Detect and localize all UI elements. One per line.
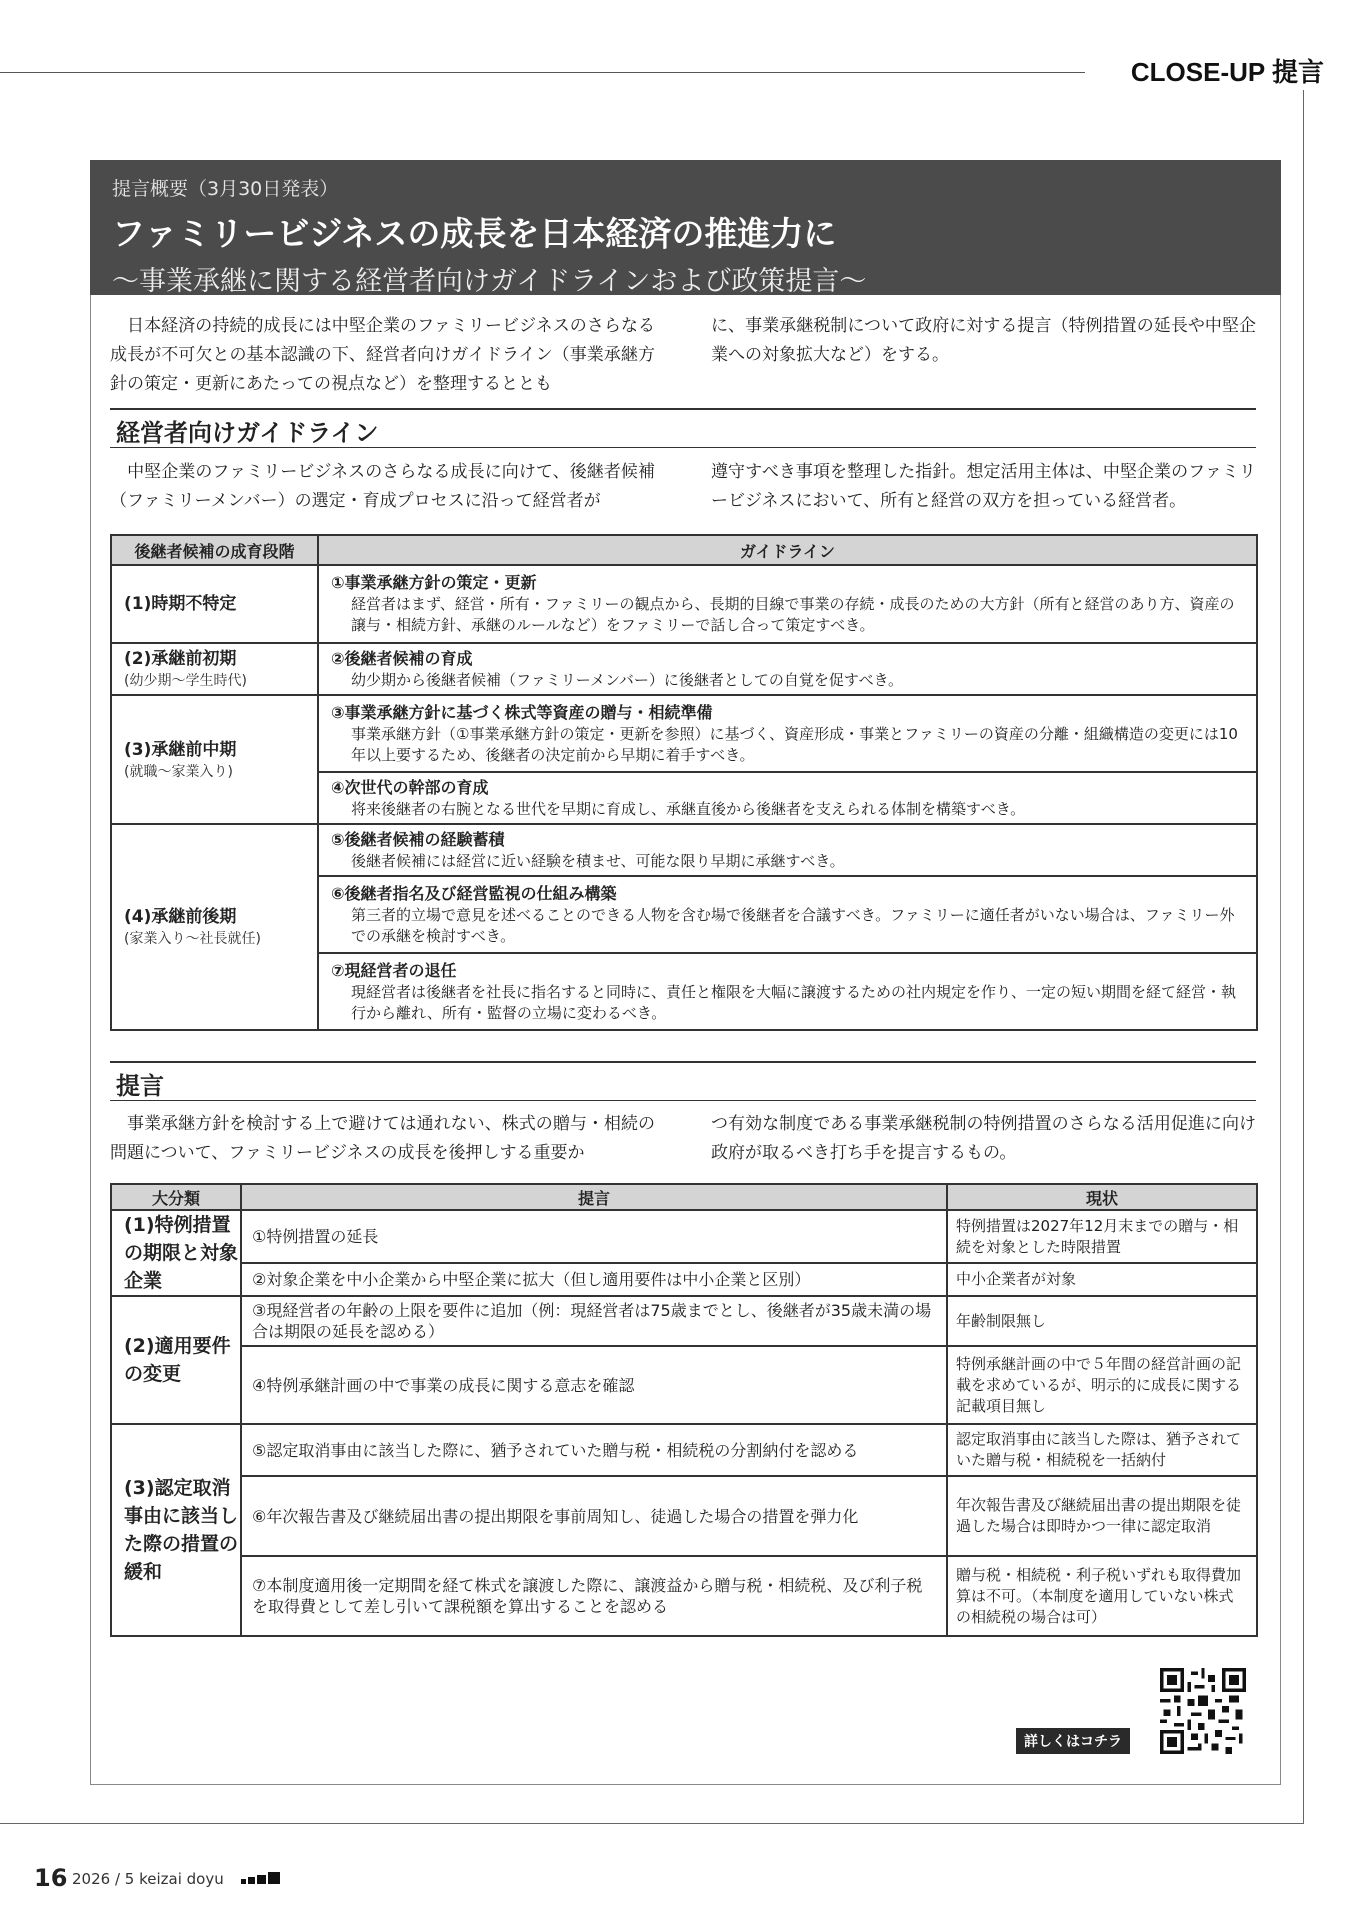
category-cell: (3)認定取消事由に該当した際の措置の緩和 [111, 1424, 241, 1636]
proposal-heading: 提言 [110, 1061, 1256, 1101]
qr-code[interactable] [1160, 1668, 1246, 1754]
section-label: CLOSE-UP 提言 [1130, 57, 1324, 87]
guideline-title: ⑦現経営者の退任 [331, 960, 457, 980]
stage-name: (1)時期不特定 [124, 594, 237, 614]
guideline-body: 事業承継方針（①事業承継方針の策定・更新を参照）に基づく、資産形成・事業とファミリーの資産の分離・組織構造の変更には10年以上要するため、後継者の決定前から早期に着手すべき。 [351, 724, 1238, 764]
category-cell: (2)適用要件の変更 [111, 1296, 241, 1424]
proposal-text-right: つ有効な制度である事業承継税制の特例措置のさらなる活用促進に向け政府が取るべき打ち手を提言するもの。 [711, 1114, 1256, 1163]
status-cell: 特例承継計画の中で５年間の経営計画の記載を求めているが、明示的に成長に関する記載項目無し [947, 1346, 1257, 1424]
stage-name: (2)承継前初期 [124, 649, 237, 669]
guideline-body: 将来後継者の右腕となる世代を早期に育成し、承継直後から後継者を支えられる体制を構築すべき。 [351, 799, 1026, 818]
status-cell: 贈与税・相続税・利子税いずれも取得費加算は不可。（本制度を適用していない株式の相続税の場合は可） [947, 1556, 1257, 1636]
guideline-title: ②後継者候補の育成 [331, 648, 473, 668]
guideline-title: ③事業承継方針に基づく株式等資産の贈与・相続準備 [331, 702, 713, 722]
guideline-title: ①事業承継方針の策定・更新 [331, 573, 537, 592]
stage-cell [111, 565, 318, 643]
stage-cell [111, 695, 318, 824]
article-subtitle: 〜事業承継に関する経営者向けガイドラインおよび政策提言〜 [112, 266, 867, 297]
guideline-title: ⑥後継者指名及び経営監視の仕組み構築 [331, 883, 617, 903]
proposal-table [110, 1183, 1258, 1637]
stage-period: (家業入り〜社長就任) [124, 931, 261, 947]
guideline-cell [318, 695, 1257, 772]
guideline-title: ⑤後継者候補の経験蓄積 [331, 829, 505, 849]
guideline-cell [318, 565, 1257, 643]
issue-label: 2026 / 5 keizai doyu [72, 1870, 224, 1888]
stage-name: (4)承継前後期 [124, 907, 237, 927]
proposal-table-header-proposal: 提言 [241, 1184, 947, 1210]
intro-text [110, 312, 1256, 399]
page-number: 16 [34, 1864, 68, 1892]
status-cell: 中小企業者が対象 [947, 1263, 1257, 1296]
status-cell: 年次報告書及び継続届出書の提出期限を徒過した場合は即時かつ一律に認定取消 [947, 1476, 1257, 1556]
proposal-text [110, 1110, 1256, 1168]
proposal-cell: ②対象企業を中小企業から中堅企業に拡大（但し適用要件は中小企業と区別） [241, 1263, 947, 1296]
proposal-text-left: 事業承継方針を検討する上で避けては通れない、株式の贈与・相続の問題について、ファミリービジネスの成長を後押しする重要か [110, 1114, 655, 1163]
guideline-table-header-guideline: ガイドライン [318, 535, 1257, 565]
proposal-cell: ③現経営者の年齢の上限を要件に追加（例：現経営者は75歳までとし、後継者が35歳未満の場合は期限の延長を認める） [241, 1296, 947, 1346]
status-cell: 年齢制限無し [947, 1296, 1257, 1346]
proposal-cell: ①特例措置の延長 [241, 1210, 947, 1263]
proposal-cell: ④特例承継計画の中で事業の成長に関する意志を確認 [241, 1346, 947, 1424]
status-cell: 認定取消事由に該当した際は、猶予されていた贈与税・相続税を一括納付 [947, 1424, 1257, 1476]
guideline-text [110, 458, 1256, 516]
footer-issue [72, 1870, 280, 1888]
guideline-cell [318, 824, 1257, 876]
guideline-cell [318, 876, 1257, 953]
intro-right: に、事業承継税制について政府に対する提言（特例措置の延長や中堅企業への対象拡大など）をする。 [711, 316, 1256, 365]
proposal-cell: ⑤認定取消事由に該当した際に、猶予されていた贈与税・相続税の分割納付を認める [241, 1424, 947, 1476]
guideline-text-left: 中堅企業のファミリービジネスのさらなる成長に向けて、後継者候補（ファミリーメンバー）の選定・育成プロセスに沿って経営者が [110, 462, 655, 511]
stage-cell [111, 643, 318, 695]
status-cell: 特例措置は2027年12月末までの贈与・相続を対象とした時限措置 [947, 1210, 1257, 1263]
guideline-text-right: 遵守すべき事項を整理した指針。想定活用主体は、中堅企業のファミリービジネスにおいて、所有と経営の双方を担っている経営者。 [711, 462, 1256, 511]
intro-left: 日本経済の持続的成長には中堅企業のファミリービジネスのさらなる成長が不可欠との基本認識の下、経営者向けガイドライン（事業承継方針の策定・更新にあたっての視点など）を整理するととも [110, 316, 655, 394]
guideline-body: 現経営者は後継者を社長に指名すると同時に、責任と権限を大幅に譲渡するための社内規定を作り、一定の短い期間を経て経営・執行から離れ、所有・監督の立場に変わるべき。 [351, 982, 1237, 1022]
guideline-body: 幼少期から後継者候補（ファミリーメンバー）に後継者としての自覚を促すべき。 [351, 670, 904, 689]
header-rule [0, 72, 1085, 73]
guideline-heading: 経営者向けガイドライン [110, 408, 1256, 448]
proposal-table-header-status: 現状 [947, 1184, 1257, 1210]
stage-period: (就職〜家業入り) [124, 763, 233, 780]
guideline-cell [318, 643, 1257, 695]
article-title: ファミリービジネスの成長を日本経済の推進力に [112, 214, 837, 253]
guideline-body: 第三者的立場で意見を述べることのできる人物を含む場で後継者を合議すべき。ファミリーに適任者がいない場合は、ファミリー外での承継を検討すべき。 [351, 905, 1235, 945]
title-banner [90, 160, 1281, 295]
proposal-cell: ⑦本制度適用後一定期間を経て株式を譲渡した際に、譲渡益から贈与税・相続税、及び利子税を取得費として差し引いて課税額を算出することを認める [241, 1556, 947, 1636]
stage-name: (3)承継前中期 [124, 739, 237, 760]
proposal-cell: ⑥年次報告書及び継続届出書の提出期限を事前周知し、徒過した場合の措置を弾力化 [241, 1476, 947, 1556]
stage-cell [111, 824, 318, 1030]
stage-period: (幼少期〜学生時代) [124, 673, 247, 689]
guideline-table-header-stage: 後継者候補の成育段階 [111, 535, 318, 565]
guideline-cell [318, 953, 1257, 1030]
proposal-table-header-category: 大分類 [111, 1184, 241, 1210]
guideline-table [110, 534, 1258, 1031]
category-cell: (1)特例措置の期限と対象企業 [111, 1210, 241, 1296]
banner-kicker: 提言概要（3月30日発表） [112, 178, 339, 200]
more-info-link[interactable]: 詳しくはコチラ [1016, 1728, 1130, 1754]
guideline-cell [318, 772, 1257, 824]
guideline-body: 後継者候補には経営に近い経験を積ませ、可能な限り早期に承継すべき。 [351, 851, 845, 870]
guideline-body: 経営者はまず、経営・所有・ファミリーの観点から、長期的目線で事業の存続・成長のための大方針（所有と経営のあり方、資産の譲与・相続方針、承継のルールなど）をファミリーで話し合って策定すべき。 [351, 595, 1235, 634]
footer-squares-icon [239, 1870, 280, 1888]
guideline-title: ④次世代の幹部の育成 [331, 777, 489, 797]
